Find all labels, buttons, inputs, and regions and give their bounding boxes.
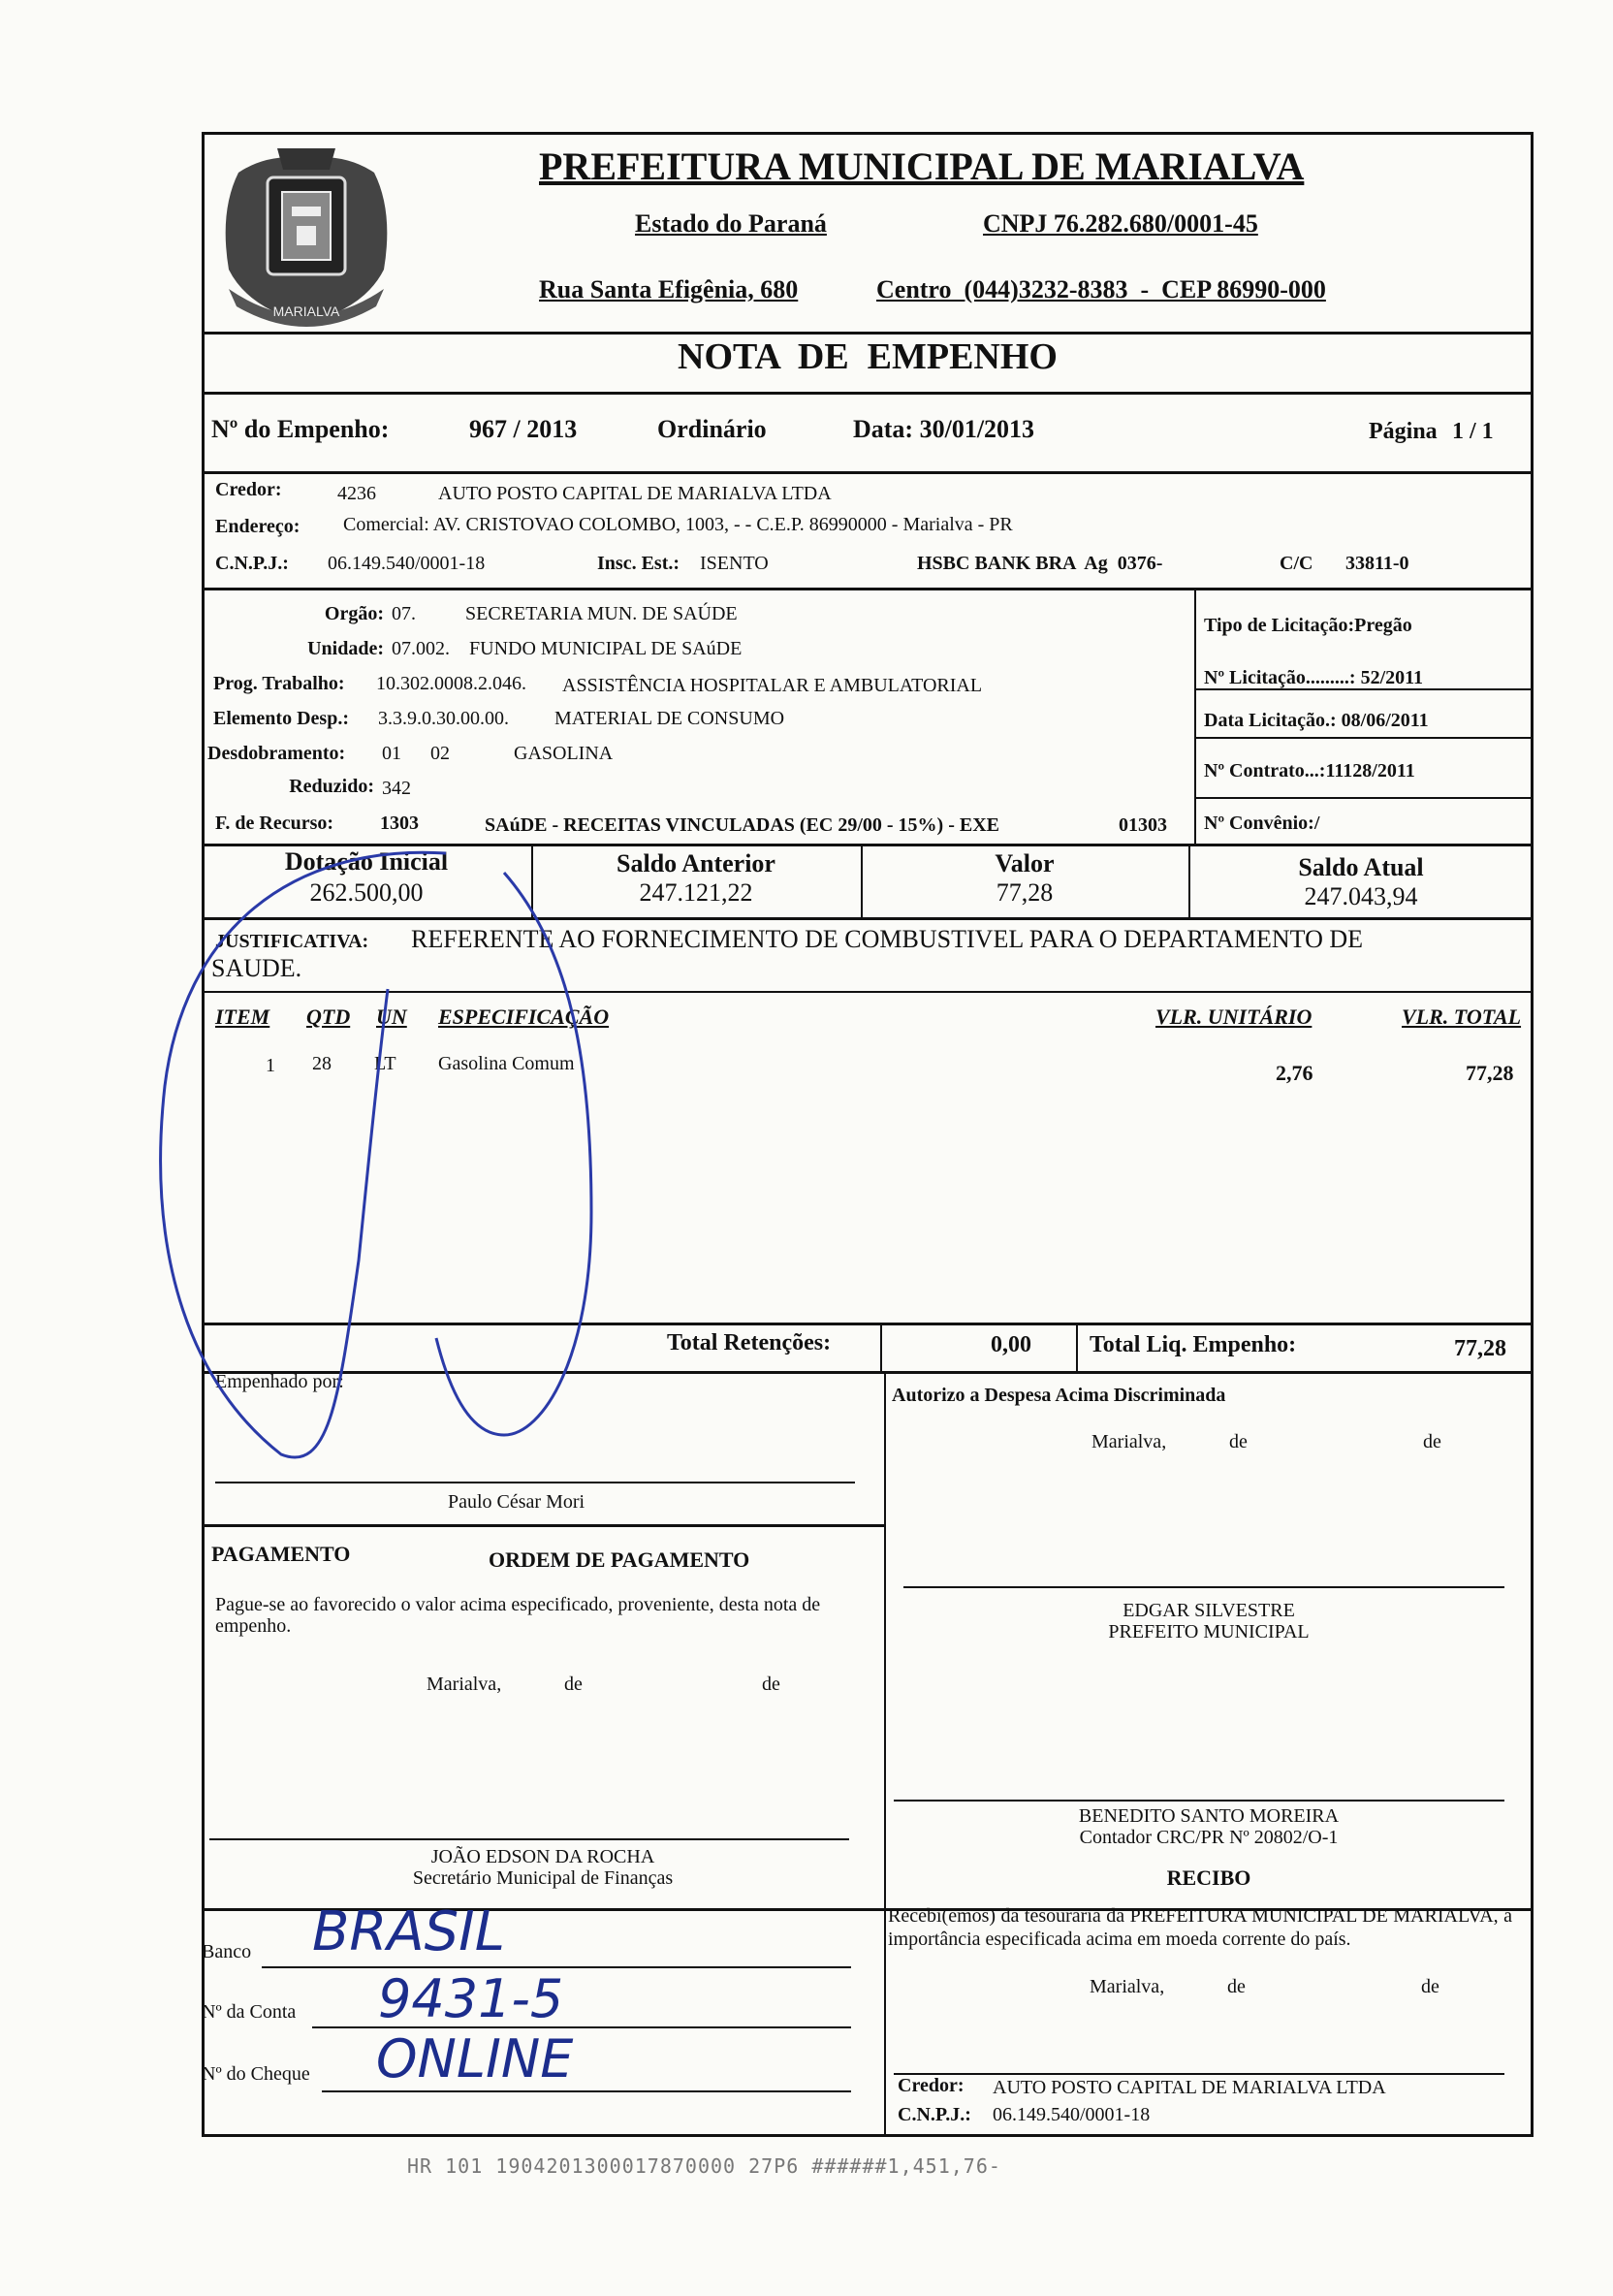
autorizo-text: Autorizo a Despesa Acima Discriminada xyxy=(892,1385,1226,1406)
contrato-numero: Nº Contrato...:11128/2011 xyxy=(1204,760,1415,781)
recurso-number: 01303 xyxy=(1119,814,1167,836)
reduzido-label: Reduzido: xyxy=(289,776,374,797)
banco-value: BRASIL xyxy=(312,1900,505,1963)
prefeito-title: PREFEITO MUNICIPAL xyxy=(1108,1621,1310,1642)
cheque-value: ONLINE xyxy=(376,2028,574,2089)
autorizo-place: Marialva, xyxy=(1091,1431,1167,1452)
recibo-place: Marialva, xyxy=(1090,1976,1165,1997)
row-unit-price: 2,76 xyxy=(1276,1061,1313,1085)
desdobramento-name: GASOLINA xyxy=(514,743,614,764)
dotacao-inicial-label: Dotação Inicial xyxy=(284,847,449,876)
header-cnpj: CNPJ 76.282.680/0001-45 xyxy=(983,209,1258,238)
ordem-de-1: de xyxy=(564,1674,583,1695)
header-title: PREFEITURA MUNICIPAL DE MARIALVA xyxy=(539,144,1305,188)
conta-value: 9431-5 xyxy=(378,1968,564,2029)
pague-se-text: Pague-se ao favorecido o valor acima especificado, proveniente, desta nota de empenho. xyxy=(215,1594,821,1637)
recurso-label: F. de Recurso: xyxy=(215,813,334,834)
coat-of-arms-logo xyxy=(209,134,403,337)
saldo-atual-label: Saldo Atual xyxy=(1298,853,1424,881)
footer-stamp: HR 101 1904201300017870000 27P6 ######1,451,76- xyxy=(407,2154,1001,2178)
liq-empenho-label: Total Liq. Empenho: xyxy=(1090,1332,1297,1357)
empenho-number: 967 / 2013 xyxy=(469,415,578,443)
insc-value: ISENTO xyxy=(700,553,769,574)
unidade-label: Unidade: xyxy=(307,638,384,659)
col-un-header: UN xyxy=(376,1004,407,1029)
pagamento-label: PAGAMENTO xyxy=(211,1542,351,1566)
recibo-cnpj-value: 06.149.540/0001-18 xyxy=(993,2104,1151,2125)
liq-empenho-value: 77,28 xyxy=(1454,1336,1506,1361)
unidade-code: 07.002. xyxy=(392,638,450,659)
empenho-number-label: Nº do Empenho: xyxy=(211,415,390,443)
contador-title: Contador CRC/PR Nº 20802/O-1 xyxy=(1079,1827,1339,1848)
orgao-label: Orgão: xyxy=(324,603,384,624)
licitacao-tipo: Tipo de Licitação:Pregão xyxy=(1204,615,1412,636)
cc-value: 33811-0 xyxy=(1345,553,1409,574)
recibo-cnpj-label: C.N.P.J.: xyxy=(898,2104,971,2125)
elemento-name: MATERIAL DE CONSUMO xyxy=(554,708,785,729)
orgao-name: SECRETARIA MUN. DE SAÚDE xyxy=(465,603,738,624)
valor-value: 77,28 xyxy=(996,878,1054,907)
row-spec: Gasolina Comum xyxy=(438,1053,575,1074)
endereco-value: Comercial: AV. CRISTOVAO COLOMBO, 1003, - - C.E.P. 86990000 - Marialva - PR xyxy=(343,514,1013,535)
empenho-type: Ordinário xyxy=(657,415,767,443)
row-item: 1 xyxy=(266,1055,275,1076)
ordem-de-2: de xyxy=(762,1674,780,1695)
header-state: Estado do Paraná xyxy=(635,209,827,238)
credor-code: 4236 xyxy=(337,483,376,504)
col-unit-header: VLR. UNITÁRIO xyxy=(1155,1004,1313,1029)
ordem-place: Marialva, xyxy=(427,1674,502,1695)
autorizo-de-1: de xyxy=(1229,1431,1248,1452)
elemento-code: 3.3.9.0.30.00.00. xyxy=(378,708,509,729)
row-total: 77,28 xyxy=(1466,1061,1514,1085)
valor-label: Valor xyxy=(995,849,1055,877)
reduzido-value: 342 xyxy=(382,778,411,799)
bank-info: HSBC BANK BRA Ag 0376- xyxy=(917,553,1163,574)
orgao-code: 07. xyxy=(392,603,416,624)
recurso-code: 1303 xyxy=(380,813,419,834)
page-number: 1 / 1 xyxy=(1452,419,1494,444)
col-spec-header: ESPECIFICAÇÃO xyxy=(438,1004,610,1029)
elemento-label: Elemento Desp.: xyxy=(213,708,349,729)
justificativa-text-2: SAUDE. xyxy=(211,954,302,982)
saldo-atual-value: 247.043,94 xyxy=(1304,882,1418,910)
recibo-label: RECIBO xyxy=(1166,1866,1251,1890)
svg-text:MARIALVA: MARIALVA xyxy=(272,303,340,319)
justificativa-text: REFERENTE AO FORNECIMENTO DE COMBUSTIVEL PARA O DEPARTAMENTO DE xyxy=(411,925,1364,953)
retencoes-value: 0,00 xyxy=(991,1332,1031,1357)
row-qtd: 28 xyxy=(312,1053,332,1074)
recibo-de-2: de xyxy=(1421,1976,1439,1997)
empenhado-name: Paulo César Mori xyxy=(448,1491,585,1513)
row-un: LT xyxy=(374,1053,396,1074)
cnpj-label: C.N.P.J.: xyxy=(215,553,289,574)
document-title: NOTA DE EMPENHO xyxy=(678,336,1058,377)
empenhado-label: Empenhado por: xyxy=(215,1371,344,1392)
autorizo-de-2: de xyxy=(1423,1431,1441,1452)
saldo-anterior-label: Saldo Anterior xyxy=(617,849,775,877)
desdobramento-label: Desdobramento: xyxy=(207,743,346,764)
dotacao-inicial-value: 262.500,00 xyxy=(309,878,424,907)
recibo-credor-name: AUTO POSTO CAPITAL DE MARIALVA LTDA xyxy=(993,2077,1386,2098)
recibo-credor-label: Credor: xyxy=(898,2075,965,2096)
prog-code: 10.302.0008.2.046. xyxy=(376,673,526,694)
col-qtd-header: QTD xyxy=(306,1004,351,1029)
credor-name: AUTO POSTO CAPITAL DE MARIALVA LTDA xyxy=(438,483,832,504)
credor-label: Credor: xyxy=(215,479,282,500)
insc-label: Insc. Est.: xyxy=(597,553,680,574)
convenio-numero: Nº Convênio:/ xyxy=(1204,813,1320,834)
cnpj-value: 06.149.540/0001-18 xyxy=(328,553,486,574)
page-label: Página xyxy=(1369,419,1438,444)
recibo-de-1: de xyxy=(1227,1976,1246,1997)
conta-label: Nº da Conta xyxy=(202,2001,297,2023)
header-address: Rua Santa Efigênia, 680 xyxy=(539,275,799,303)
saldo-anterior-value: 247.121,22 xyxy=(639,878,753,907)
desdobramento-code: 01 02 xyxy=(382,743,450,764)
recibo-text: Recebi(emos) da tesouraria da PREFEITURA MUNICIPAL DE MARIALVA, a importância especificada acima em moeda corrente do país. xyxy=(888,1905,1512,1950)
header-contact: Centro (044)3232-8383 - CEP 86990-000 xyxy=(876,275,1326,303)
licitacao-numero: Nº Licitação.........: 52/2011 xyxy=(1204,667,1424,688)
unidade-name: FUNDO MUNICIPAL DE SAúDE xyxy=(469,638,743,659)
contador-name: BENEDITO SANTO MOREIRA xyxy=(1078,1805,1340,1827)
endereco-label: Endereço: xyxy=(215,516,300,537)
recurso-name: SAúDE - RECEITAS VINCULADAS (EC 29/00 - 15%) - EXE xyxy=(485,814,999,836)
retencoes-label: Total Retenções: xyxy=(667,1330,832,1355)
prog-label: Prog. Trabalho: xyxy=(213,673,345,694)
secretario-title: Secretário Municipal de Finanças xyxy=(412,1867,674,1889)
banco-label: Banco xyxy=(202,1941,252,1962)
licitacao-data: Data Licitação.: 08/06/2011 xyxy=(1204,710,1429,731)
prog-name: ASSISTÊNCIA HOSPITALAR E AMBULATORIAL xyxy=(562,675,983,696)
justificativa-label: JUSTIFICATIVA: xyxy=(215,931,369,952)
empenho-date: Data: 30/01/2013 xyxy=(853,415,1035,443)
col-item-header: ITEM xyxy=(215,1004,270,1029)
ordem-pagamento-label: ORDEM DE PAGAMENTO xyxy=(489,1547,750,1572)
secretario-name: JOÃO EDSON DA ROCHA xyxy=(430,1846,655,1867)
cheque-label: Nº do Cheque xyxy=(202,2063,310,2085)
prefeito-name: EDGAR SILVESTRE xyxy=(1123,1600,1295,1621)
col-total-header: VLR. TOTAL xyxy=(1402,1004,1522,1029)
cc-label: C/C xyxy=(1280,553,1313,574)
